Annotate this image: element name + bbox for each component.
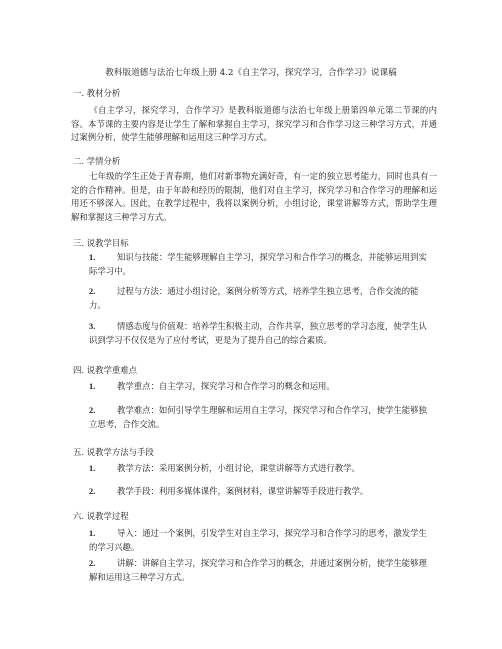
list-item: 1. 教学方法：采用案例分析，小组讨论，课堂讲解等方式进行教学。: [89, 463, 360, 473]
section-heading-teaching-goals: 三. 说教学目标: [73, 238, 129, 248]
list-item: 2. 过程与方法：通过小组讨论，案例分析等方式，培养学生独立思考，合作交流的能力。: [89, 286, 419, 310]
document-title: 教科版道德与法治七年级上册 4.2《自主学习，探究学习，合作学习》说课稿: [105, 68, 397, 78]
section-heading-textbook-analysis: 一. 教材分析: [73, 88, 121, 98]
section-paragraph: 《自主学习，探究学习，合作学习》是教科版道德与法治七年级上册第四单元第二节课的内容。本节课的主要内容是让学生了解和掌握自主学习，探究学习和合作学习这三种学习方式，并通过案例分析，使学生能够理解和运用这三种学习方式。: [71, 105, 437, 143]
section-heading-key-points: 四. 说教学重难点: [73, 365, 137, 375]
list-item: 2. 教学手段：利用多媒体课件，案例材料，课堂讲解等手段进行教学。: [89, 486, 369, 496]
list-item: 2. 教学难点：如何引导学生理解和运用自主学习，探究学习和合作学习，使学生能够独立思考，合作交流。: [89, 405, 427, 429]
list-item: 1. 导入：通过一个案例，引发学生对自主学习，探究学习和合作学习的思考，激发学生的学习兴趣。: [89, 528, 427, 552]
list-item: 3. 情感态度与价值观：培养学生积极主动，合作共享，独立思考的学习态度，使学生认识到学习不仅仅是为了应付考试，更是为了提升自己的综合素质。: [89, 321, 427, 345]
section-heading-student-analysis: 二. 学情分析: [73, 156, 121, 166]
section-paragraph: 七年级的学生正处于青春期，他们对新事物充满好奇，有一定的独立思考能力，同时也具有一定的合作精神。但是，由于年龄和经历的限制，他们对自主学习，探究学习和合作学习的理解和运用还不够深入。因此，在教学过程中，我将以案例分析，小组讨论，课堂讲解等方式，帮助学生理解和掌握这三种学习方式。: [71, 171, 437, 222]
list-item: 2. 讲解：讲解自主学习，探究学习和合作学习的概念，并通过案例分析，使学生能够理解和运用这三种学习方式。: [89, 558, 427, 582]
list-item: 1. 教学重点：自主学习，探究学习和合作学习的概念和运用。: [89, 381, 335, 391]
section-heading-methods: 五. 说教学方法与手段: [73, 447, 154, 457]
section-heading-teaching-process: 六. 说教学过程: [73, 511, 129, 521]
list-item: 1. 知识与技能：学生能够理解自主学习，探究学习和合作学习的概念，并能够运用到实际学习中。: [89, 252, 427, 276]
